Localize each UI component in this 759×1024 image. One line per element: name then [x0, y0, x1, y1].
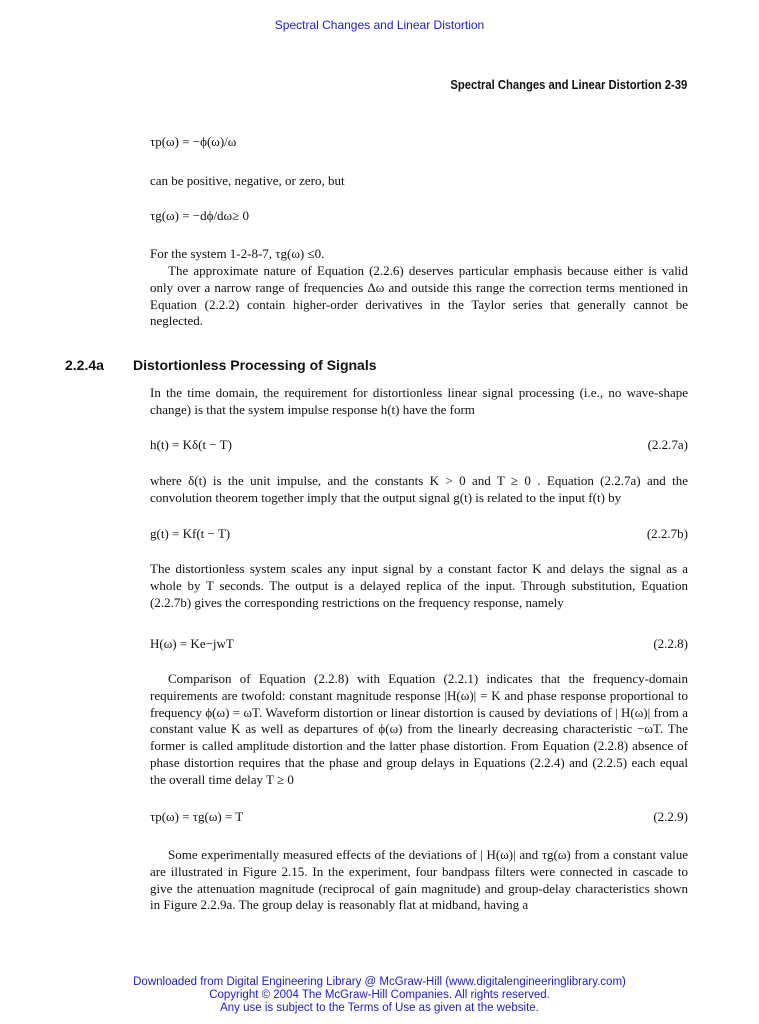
equation-group-delay — [150, 208, 688, 225]
equation-expression: τp(ω) = τg(ω) = T — [150, 809, 244, 824]
section-number: 2.2.4a — [65, 357, 104, 373]
section-title: Distortionless Processing of Signals — [133, 357, 377, 373]
equation-number: (2.2.7b) — [646, 526, 688, 541]
equation-227a — [150, 437, 688, 454]
equation-number: (2.2.9) — [653, 809, 688, 824]
paragraph-time-domain: In the time domain, the requirement for distortionless linear signal processing (i.e., no wave-shape change) is that the system impulse response h(t) have the form — [150, 385, 688, 417]
equation-phase-delay — [150, 134, 688, 151]
section-heading — [65, 357, 377, 373]
paragraph-system: For the system 1-2-8-7, τg(ω) ≤0. — [150, 246, 325, 261]
equation-229 — [150, 809, 688, 826]
equation-expression: H(ω) = Ke−jwT — [150, 636, 234, 651]
equation-expression: τp(ω) = −ϕ(ω)/ω — [150, 134, 237, 149]
equation-expression: h(t) = Kδ(t − T) — [150, 437, 232, 452]
equation-expression: τg(ω) = −dϕ/dω≥ 0 — [150, 208, 249, 223]
paragraph-where: where δ(t) is the unit impulse, and the constants K > 0 and T ≥ 0 . Equation (2.2.7a) and the convolution theorem together imply that the output signal g(t) is related to the input f(t) by — [150, 473, 688, 505]
footer-download-link[interactable]: Downloaded from Digital Engineering Library @ McGraw-Hill (www.digitalengineeringlibrary.com) — [133, 976, 626, 988]
equation-number: (2.2.7a) — [647, 437, 688, 452]
footer-notice — [0, 976, 759, 1015]
equation-228 — [150, 636, 688, 653]
document-title-link[interactable]: Spectral Changes and Linear Distortion — [274, 18, 485, 32]
paragraph-comparison: Comparison of Equation (2.2.8) with Equation (2.2.1) indicates that the frequency-domain requirements are twofold: constant magnitude response |H(ω)| = K and phase response proportional to frequency ϕ(ω) = ωT. Waveform distortion or linear distortion is caused by deviations of | H(ω)| from a constant value K as well as departures of ϕ(ω) from the linearly decreasing characteristic −ωT. The former is called amplitude distortion and the latter phase distortion. From Equation (2.2.8) absence of phase distortion requires that the phase and group delays in Equations (2.2.4) and (2.2.5) each equal the overall time delay T ≥ 0 — [150, 671, 688, 787]
equation-227b — [150, 526, 688, 543]
footer-terms-link[interactable]: Any use is subject to the Terms of Use as given at the website. — [220, 1002, 539, 1014]
footer-copyright: Copyright © 2004 The McGraw-Hill Companies. All rights reserved. — [209, 989, 550, 1001]
paragraph-approximate: The approximate nature of Equation (2.2.6) deserves particular emphasis because either is valid only over a narrow range of frequencies Δω and outside this range the correction terms mentioned in Equation (2.2.2) contain higher-order derivatives in the Taylor series that generally cannot be neglected. — [150, 263, 688, 329]
equation-number: (2.2.8) — [653, 636, 688, 651]
running-head: Spectral Changes and Linear Distortion 2-39 — [450, 78, 687, 92]
paragraph-can-be: can be positive, negative, or zero, but — [150, 173, 345, 188]
equation-expression: g(t) = Kf(t − T) — [150, 526, 231, 541]
paragraph-scales: The distortionless system scales any input signal by a constant factor K and delays the signal as a whole by T seconds. The output is a delayed replica of the input. Through substitution, Equation (2.2.7b) gives the corresponding restrictions on the frequency response, namely — [150, 561, 688, 610]
paragraph-experimental: Some experimentally measured effects of the deviations of | H(ω)| and τg(ω) from a constant value are illustrated in Figure 2.15. In the experiment, four bandpass filters were connected in cascade to give the attenuation magnitude (reciprocal of gain magnitude) and group-delay characteristics shown in Figure 2.2.9a. The group delay is reasonably flat at midband, having a — [150, 847, 688, 913]
